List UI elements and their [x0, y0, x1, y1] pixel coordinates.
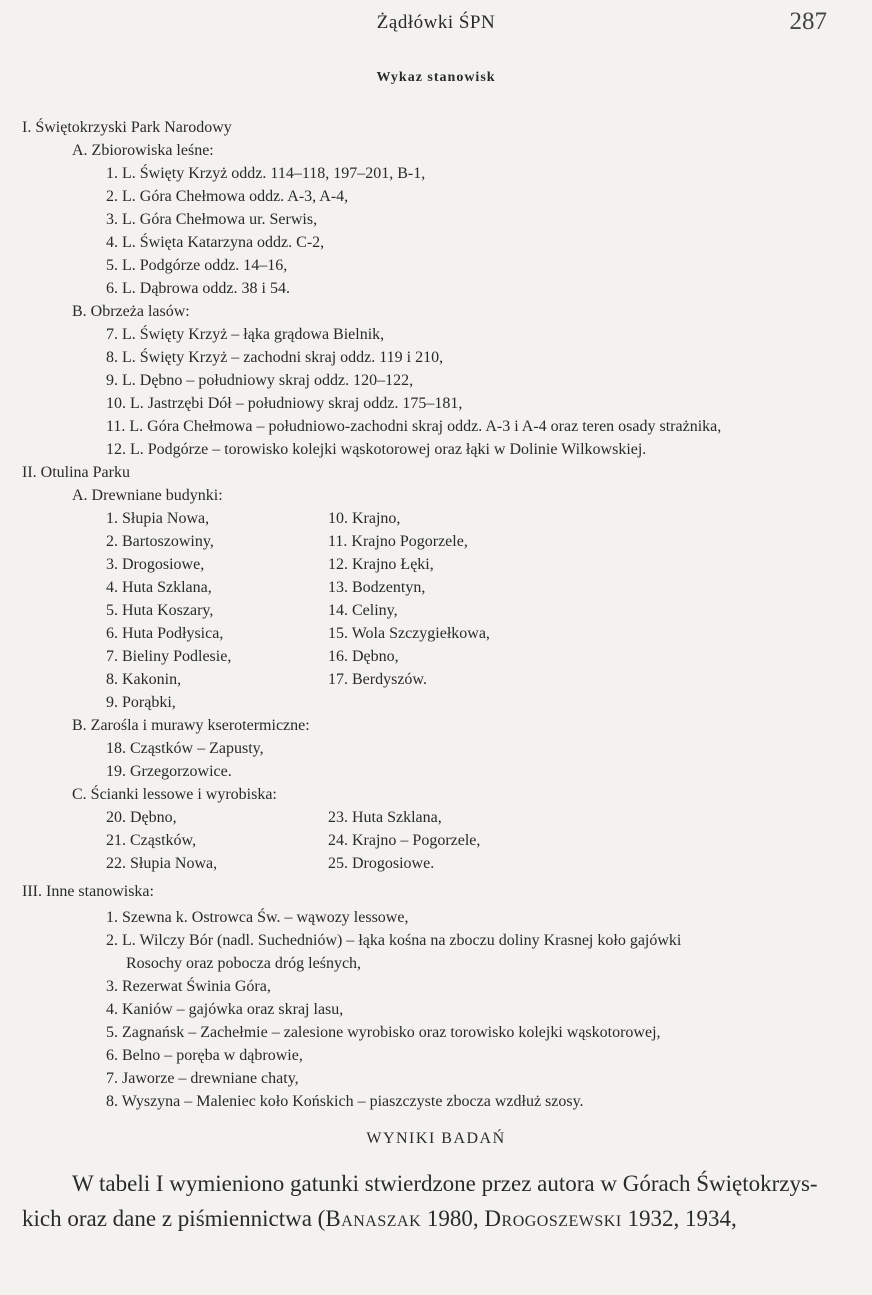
text-run: kich oraz dane z piśmiennictwa (	[22, 1206, 326, 1231]
list-item: 18. Cząstków – Zapusty,	[106, 740, 264, 757]
list-item: 19. Grzegorzowice.	[106, 763, 232, 780]
subsection-heading: B. Zarośla i murawy kserotermiczne:	[72, 717, 310, 734]
list-item: 25. Drogosiowe.	[328, 855, 435, 872]
list-item: 6. L. Dąbrowa oddz. 38 i 54.	[106, 280, 290, 297]
list-item: 4. Kaniów – gajówka oraz skraj lasu,	[106, 1001, 344, 1018]
list-item: 7. Bieliny Podlesie,	[106, 648, 232, 665]
list-item: 1. Szewna k. Ostrowca Św. – wąwozy lessowe,	[106, 909, 409, 926]
list-item: 2. Bartoszowiny,	[106, 533, 214, 550]
text-run: 1932, 1934,	[621, 1206, 737, 1231]
list-item: 15. Wola Szczygiełkowa,	[328, 625, 490, 642]
list-item: 6. Huta Podłysica,	[106, 625, 224, 642]
list-item: 14. Celiny,	[328, 602, 398, 619]
paragraph-line: W tabeli I wymieniono gatunki stwierdzone przez autora w Górach Świętokrzys-	[72, 1171, 818, 1196]
list-item: 2. L. Góra Chełmowa oddz. A-3, A-4,	[106, 188, 349, 205]
list-item: 5. Zagnańsk – Zachełmie – zalesione wyrobisko oraz torowisko kolejki wąskotorowej,	[106, 1024, 661, 1041]
list-item: 1. L. Święty Krzyż oddz. 114–118, 197–201, B-1,	[106, 165, 426, 182]
section-heading: II. Otulina Parku	[22, 464, 130, 481]
list-item: 9. L. Dębno – południowy skraj oddz. 120–122,	[106, 372, 414, 389]
list-item: 23. Huta Szklana,	[328, 809, 442, 826]
list-item: 7. Jaworze – drewniane chaty,	[106, 1070, 299, 1087]
author-name: Drogoszewski	[484, 1206, 622, 1231]
list-item: 3. Drogosiowe,	[106, 556, 205, 573]
list-item: 8. L. Święty Krzyż – zachodni skraj oddz. 119 i 210,	[106, 349, 444, 366]
author-name: Banaszak	[325, 1206, 422, 1231]
list-item: 4. L. Święta Katarzyna oddz. C-2,	[106, 234, 325, 251]
paragraph-line	[22, 1205, 737, 1233]
section-title: WYNIKI BADAŃ	[366, 1130, 506, 1147]
list-item: 8. Kakonin,	[106, 671, 182, 688]
list-item: 16. Dębno,	[328, 648, 399, 665]
list-item: 11. L. Góra Chełmowa – południowo-zachodni skraj oddz. A-3 i A-4 oraz teren osady strażnika,	[106, 418, 722, 435]
list-item: 2. L. Wilczy Bór (nadl. Suchedniów) – łąka kośna na zboczu doliny Krasnej koło gajówki	[106, 932, 682, 949]
running-title: Żądłówki ŚPN	[376, 12, 496, 33]
subsection-heading: B. Obrzeża lasów:	[72, 303, 190, 320]
subsection-heading: A. Drewniane budynki:	[72, 487, 223, 504]
list-item: 9. Porąbki,	[106, 694, 176, 711]
list-item: 5. L. Podgórze oddz. 14–16,	[106, 257, 288, 274]
list-item: 13. Bodzentyn,	[328, 579, 426, 596]
list-item: 1. Słupia Nowa,	[106, 510, 210, 527]
list-item: 21. Cząstków,	[106, 832, 197, 849]
list-item: 4. Huta Szklana,	[106, 579, 212, 596]
list-item: 20. Dębno,	[106, 809, 177, 826]
list-item: 3. L. Góra Chełmowa ur. Serwis,	[106, 211, 318, 228]
subsection-heading: C. Ścianki lessowe i wyrobiska:	[72, 786, 277, 803]
page-number: 287	[789, 8, 827, 35]
list-item: 8. Wyszyna – Maleniec koło Końskich – piaszczyste zbocza wzdłuż szosy.	[106, 1093, 584, 1110]
list-item: 7. L. Święty Krzyż – łąka grądowa Bielnik,	[106, 326, 385, 343]
list-heading: Wykaz stanowisk	[376, 70, 496, 85]
subsection-heading: A. Zbiorowiska leśne:	[72, 142, 214, 159]
list-item: 24. Krajno – Pogorzele,	[328, 832, 481, 849]
section-heading: III. Inne stanowiska:	[22, 883, 154, 900]
list-item: 12. Krajno Łęki,	[328, 556, 434, 573]
list-item: 5. Huta Koszary,	[106, 602, 214, 619]
list-item: 6. Belno – poręba w dąbrowie,	[106, 1047, 303, 1064]
list-item-continuation: Rosochy oraz pobocza dróg leśnych,	[126, 955, 362, 972]
list-item: 22. Słupia Nowa,	[106, 855, 218, 872]
list-item: 12. L. Podgórze – torowisko kolejki wąskotorowej oraz łąki w Dolinie Wilkowskiej.	[106, 441, 647, 458]
section-heading: I. Świętokrzyski Park Narodowy	[22, 119, 232, 136]
list-item: 11. Krajno Pogorzele,	[328, 533, 468, 550]
list-item: 10. Krajno,	[328, 510, 401, 527]
list-item: 17. Berdyszów.	[328, 671, 427, 688]
list-item: 3. Rezerwat Świnia Góra,	[106, 978, 271, 995]
list-item: 10. L. Jastrzębi Dół – południowy skraj oddz. 175–181,	[106, 395, 463, 412]
text-run: 1980,	[421, 1206, 485, 1231]
